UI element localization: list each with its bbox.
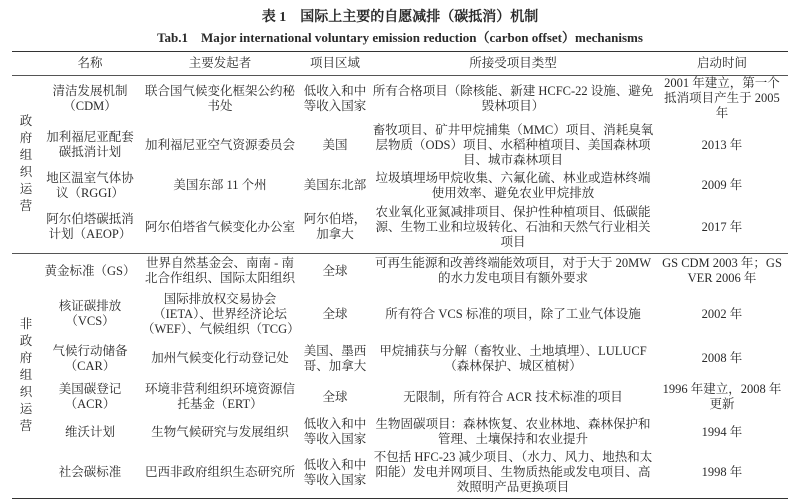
- cell-start: 2009 年: [701, 178, 743, 192]
- cell-region: 低收入和中等收入国家: [303, 457, 367, 487]
- cell-initiator: 美国东部 11 个州: [173, 178, 267, 192]
- table-row: [12, 121, 788, 169]
- header-row: [12, 52, 788, 76]
- header-region: 项目区域: [300, 52, 370, 76]
- table-row: [12, 253, 788, 289]
- group-cell: [12, 253, 40, 498]
- header-name: 名称: [40, 52, 140, 76]
- cell-region: 全球: [300, 253, 370, 289]
- cell-region: 美国、墨西哥、加拿大: [303, 343, 367, 373]
- header-group: [12, 52, 40, 76]
- cell-initiator: 环境非营利组织环境资源信托基金（ERT）: [144, 382, 295, 411]
- cell-start: 2002 年: [701, 306, 743, 321]
- cell-region: 阿尔伯塔，加拿大: [303, 212, 367, 242]
- cell-start: GS CDM 2003 年；GS VER 2006 年: [656, 253, 788, 289]
- table-row: [12, 448, 788, 498]
- cell-start: 1998 年: [701, 465, 743, 480]
- group-cell: [12, 76, 40, 254]
- cell-types: 可再生能源和改善终端能效项目，对于大于 20MW 的水力发电项目有额外要求: [370, 253, 656, 289]
- table-caption-cn: 表 1 国际上主要的自愿减排（碳抵消）机制: [261, 10, 539, 25]
- cell-name: 清洁发展机制（CDM）: [52, 83, 128, 113]
- cell-region: 美国东北部: [303, 178, 367, 192]
- cell-initiator: 世界自然基金会、南南 - 南北合作组织、国际太阳组织: [140, 253, 300, 289]
- mechanisms-table: [12, 51, 788, 499]
- cell-name: 美国碳登记（ACR）: [58, 382, 122, 411]
- table-row: [12, 416, 788, 448]
- cell-region: 全球: [322, 389, 348, 404]
- cell-types: 所有符合 VCS 标准的项目，除了工业气体设施: [385, 306, 641, 321]
- cell-initiator: 巴西非政府组织生态研究所: [144, 465, 295, 480]
- cell-types: 不包括 HFC-23 减少项目、（水力、风力、地热和太阳能）发电并网项目、生物质热能或发电项目、高效照明产品更换项目: [373, 450, 653, 495]
- group-label: 非政府组织运营: [19, 317, 33, 433]
- cell-region: 全球: [322, 306, 348, 321]
- cell-start: 1996 年建立，2008 年更新: [662, 382, 782, 411]
- cell-types: 甲烷捕获与分解（畜牧业、土地填埋）、LULUCF（森林保护、城区植树）: [379, 343, 647, 373]
- cell-name: 社会碳标准: [58, 465, 122, 480]
- cell-types: 农业氧化亚氮减排项目、保护性种植项目、低碳能源、生物工业和垃圾转化、石油和天然气行业相关项目: [375, 204, 651, 249]
- table-row: [12, 76, 788, 122]
- table-caption-en: Tab.1 Major international voluntary emission reduction（carbon offset）mechanisms: [157, 30, 643, 45]
- cell-name: 气候行动储备（CAR）: [52, 343, 128, 373]
- cell-region: 低收入和中等收入国家: [303, 417, 367, 446]
- cell-start: 2017 年: [701, 219, 743, 234]
- cell-types: 所有合格项目（除核能、新建 HCFC-22 设施、避免毁林项目）: [372, 83, 654, 113]
- cell-initiator: 加利福尼亚空气资源委员会: [144, 137, 295, 152]
- cell-initiator: 联合国气候变化框架公约秘书处: [144, 83, 295, 113]
- cell-region: 低收入和中等收入国家: [303, 83, 367, 113]
- group-label: 政府组织运营: [19, 114, 33, 214]
- table-row: [12, 378, 788, 416]
- cell-types: 畜牧项目、矿井甲烷捕集（MMC）项目、消耗臭氧层物质（ODS）项目、水稻种植项目、美国森林项目、城市森林项目: [372, 122, 654, 167]
- cell-region: 美国: [322, 137, 348, 152]
- cell-name: 维沃计划: [64, 424, 115, 439]
- table-row: [12, 202, 788, 253]
- cell-name: 阿尔伯塔碳抵消计划（AEOP）: [46, 212, 134, 242]
- cell-name: 加利福尼亚配套碳抵消计划: [46, 130, 134, 159]
- cell-initiator: 加州气候变化行动登记处: [151, 351, 289, 365]
- cell-name: 地区温室气体协议（RGGI）: [46, 170, 134, 200]
- cell-start: 2008 年: [701, 351, 743, 365]
- cell-types: 生物固碳项目：森林恢复、农业林地、森林保护和管理、土壤保持和农业提升: [375, 417, 651, 446]
- cell-initiator: 阿尔伯塔省气候变化办公室: [144, 219, 295, 234]
- table-row: [12, 339, 788, 378]
- header-start: 启动时间: [656, 52, 788, 76]
- cell-initiator: 国际排放权交易协会（IETA）、世界经济论坛（WEF）、气候组织（TCG）: [142, 291, 300, 336]
- cell-start: 2001 年建立，第一个抵消项目产生于 2005 年: [664, 76, 780, 120]
- cell-name: 核证碳排放（VCS）: [58, 299, 122, 328]
- header-initiator: 主要发起者: [140, 52, 300, 76]
- cell-types: 无限制，所有符合 ACR 技术标准的项目: [403, 389, 623, 404]
- cell-types: 垃圾填埋场甲烷收集、六氟化硫、林业或造林终端使用效率、避免农业甲烷排放: [375, 170, 651, 200]
- cell-name: 黄金标准（GS）: [40, 253, 140, 289]
- header-types: 所接受项目类型: [370, 52, 656, 76]
- table-row: [12, 289, 788, 339]
- table-row: [12, 169, 788, 202]
- cell-initiator: 生物气候研究与发展组织: [151, 424, 289, 439]
- cell-start: 2013 年: [701, 137, 743, 152]
- cell-start: 1994 年: [701, 424, 743, 439]
